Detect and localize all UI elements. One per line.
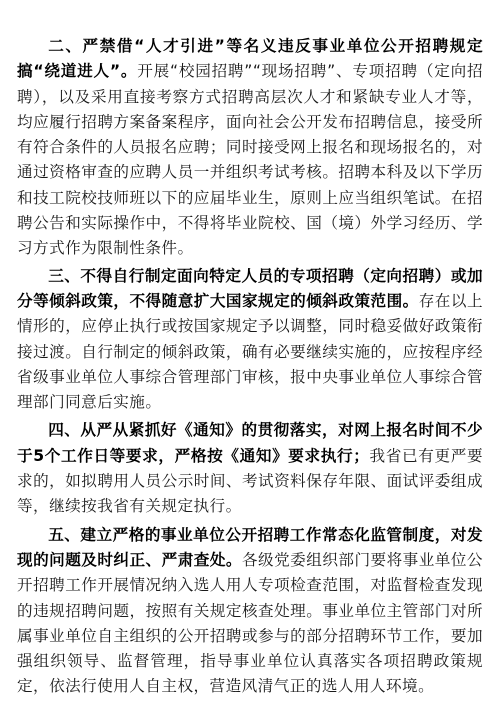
section-2-heading: 二、严禁借“人才引进”等名义违反事业单位公开招聘规定搞“绕道进人”。 (17, 37, 483, 81)
section-5-paragraph (17, 523, 483, 700)
section-5-body: 各级党委组织部门要将事业单位公开招聘工作开展情况纳入选人用人专项检查范围，对监督检查发现的违规招聘问题，按照有关规定核查处理。事业单位主管部门对所属事业单位自主组织的公开招聘或参与的部分招聘环节工作，要加强组织领导、监督管理，指导事业单位认真落实各项招聘政策规定，依法行使用人自主权，营造风清气正的选人用人环境。 (17, 550, 483, 696)
section-3-paragraph (17, 264, 483, 416)
section-3-body: 存在以上情形的，应停止执行或按国家规定予以调整，同时稳妥做好政策衔接过渡。自行制定的倾斜政策，确有必要继续实施的，应按程序经省级事业单位人事综合管理部门审核，报中央事业单位人事综合管理部门同意后实施。 (17, 291, 483, 412)
section-5-heading: 五、建立严格的事业单位公开招聘工作常态化监管制度，对发现的问题及时纠正、严肃查处。 (17, 525, 483, 569)
section-2-body: 开展“校园招聘”“现场招聘”、专项招聘（定向招聘），以及采用直接考察方式招聘高层次人才和紧缺专业人才等，均应履行招聘方案备案程序，面向社会公开发布招聘信息，接受所有符合条件的人员报名应聘；同时接受网上报名和现场报名的，对通过资格审查的应聘人员一并组织考试考核。招聘本科及以下学历和技工院校技师班以下的应届毕业生，原则上应当组织笔试。在招聘公告和实际操作中，不得将毕业院校、国（境）外学习经历、学习方式作为限制性条件。 (17, 62, 483, 258)
document-body (17, 34, 483, 701)
section-4-heading: 四、从严从紧抓好《通知》的贯彻落实，对网上报名时间不少于5个工作日等要求，严格按《通知》要求执行； (17, 421, 483, 465)
section-4-body: 我省已有更严要求的，如拟聘用人员公示时间、考试资料保存年限、面试评委组成等，继续按我省有关规定执行。 (17, 446, 483, 516)
section-4-paragraph (17, 418, 483, 519)
section-3-heading: 三、不得自行制定面向特定人员的专项招聘（定向招聘）或加分等倾斜政策，不得随意扩大国家规定的倾斜政策范围。 (17, 266, 483, 310)
section-2-paragraph (17, 34, 483, 262)
